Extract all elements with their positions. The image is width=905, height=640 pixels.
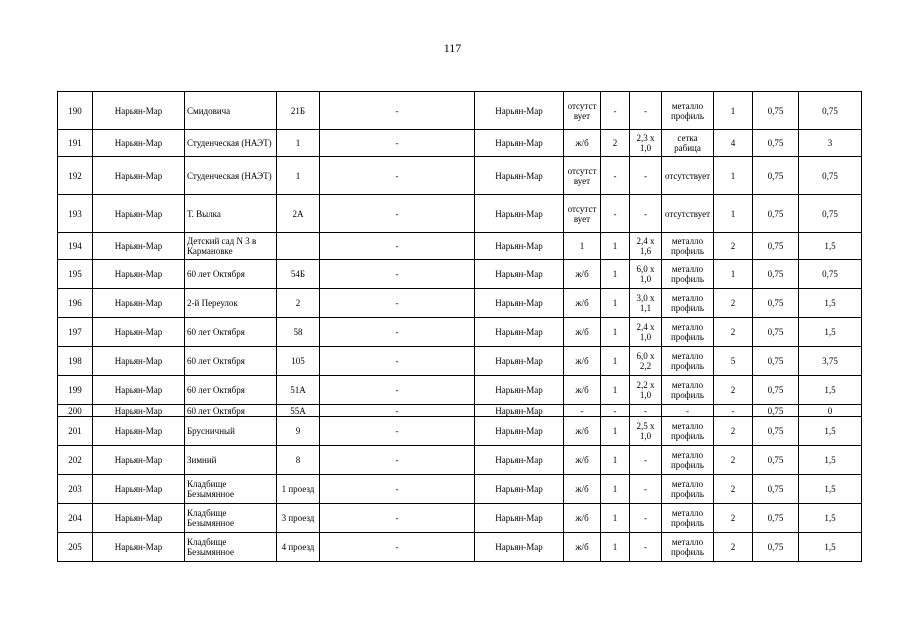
cell-settlement: Нарьян-Мар <box>93 475 185 504</box>
cell-volume: 0,75 <box>753 130 799 157</box>
cell-size: 3,0 х 1,1 <box>630 289 662 318</box>
cell-count: 1 <box>601 233 630 260</box>
cell-house: 21Б <box>277 92 320 130</box>
cell-containers: 2 <box>714 475 753 504</box>
cell-house: 2 <box>277 289 320 318</box>
cell-count: - <box>601 195 630 233</box>
cell-surface: ж/б <box>564 318 601 347</box>
cell-house: 105 <box>277 347 320 376</box>
cell-containers: 4 <box>714 130 753 157</box>
cell-surface: ж/б <box>564 475 601 504</box>
cell-locality: Нарьян-Мар <box>475 446 564 475</box>
cell-street: Студенческая (НАЭТ) <box>185 157 277 195</box>
cell-size: - <box>630 475 662 504</box>
cell-size: - <box>630 504 662 533</box>
cell-settlement: Нарьян-Мар <box>93 195 185 233</box>
cell-total: 1,5 <box>799 533 862 562</box>
cell-fence: металло профиль <box>662 289 714 318</box>
cell-fence: металло профиль <box>662 92 714 130</box>
cell-note: - <box>320 92 475 130</box>
cell-surface: ж/б <box>564 130 601 157</box>
cell-note: - <box>320 376 475 405</box>
cell-containers: - <box>714 405 753 417</box>
cell-house: 1 <box>277 130 320 157</box>
cell-surface: ж/б <box>564 417 601 446</box>
cell-street: Зимний <box>185 446 277 475</box>
table-row <box>58 533 862 562</box>
cell-size: 2,5 х 1,0 <box>630 417 662 446</box>
cell-street: Смидовича <box>185 92 277 130</box>
cell-size: 2,3 х 1,0 <box>630 130 662 157</box>
cell-surface: ж/б <box>564 533 601 562</box>
cell-containers: 2 <box>714 289 753 318</box>
cell-locality: Нарьян-Мар <box>475 289 564 318</box>
cell-volume: 0,75 <box>753 92 799 130</box>
cell-locality: Нарьян-Мар <box>475 130 564 157</box>
cell-num: 194 <box>58 233 93 260</box>
cell-house: 54Б <box>277 260 320 289</box>
cell-volume: 0,75 <box>753 504 799 533</box>
cell-containers: 2 <box>714 533 753 562</box>
cell-house: 55А <box>277 405 320 417</box>
cell-fence: сетка рабица <box>662 130 714 157</box>
cell-house: 4 проезд <box>277 533 320 562</box>
cell-num: 191 <box>58 130 93 157</box>
cell-note: - <box>320 318 475 347</box>
cell-surface: ж/б <box>564 347 601 376</box>
cell-count: - <box>601 92 630 130</box>
cell-size: - <box>630 446 662 475</box>
cell-total: 1,5 <box>799 504 862 533</box>
cell-fence: металло профиль <box>662 475 714 504</box>
cell-size: - <box>630 92 662 130</box>
cell-total: 0,75 <box>799 260 862 289</box>
cell-house: 1 <box>277 157 320 195</box>
cell-fence: отсутствует <box>662 157 714 195</box>
cell-count: - <box>601 157 630 195</box>
cell-locality: Нарьян-Мар <box>475 260 564 289</box>
cell-note: - <box>320 233 475 260</box>
cell-house <box>277 233 320 260</box>
cell-size: 6,0 х 2,2 <box>630 347 662 376</box>
cell-containers: 2 <box>714 504 753 533</box>
cell-containers: 2 <box>714 446 753 475</box>
cell-volume: 0,75 <box>753 417 799 446</box>
cell-volume: 0,75 <box>753 376 799 405</box>
cell-fence: металло профиль <box>662 318 714 347</box>
cell-size: - <box>630 157 662 195</box>
cell-volume: 0,75 <box>753 289 799 318</box>
cell-street: 2-й Переулок <box>185 289 277 318</box>
cell-volume: 0,75 <box>753 446 799 475</box>
cell-locality: Нарьян-Мар <box>475 376 564 405</box>
cell-count: 1 <box>601 446 630 475</box>
cell-volume: 0,75 <box>753 475 799 504</box>
cell-locality: Нарьян-Мар <box>475 417 564 446</box>
cell-settlement: Нарьян-Мар <box>93 376 185 405</box>
cell-total: 1,5 <box>799 417 862 446</box>
cell-count: 1 <box>601 289 630 318</box>
container-sites-table <box>57 91 862 562</box>
cell-street: Студенческая (НАЭТ) <box>185 130 277 157</box>
cell-house: 2А <box>277 195 320 233</box>
cell-surface: ж/б <box>564 446 601 475</box>
cell-street: Брусничный <box>185 417 277 446</box>
cell-settlement: Нарьян-Мар <box>93 130 185 157</box>
cell-settlement: Нарьян-Мар <box>93 405 185 417</box>
cell-num: 203 <box>58 475 93 504</box>
cell-settlement: Нарьян-Мар <box>93 260 185 289</box>
cell-count: 1 <box>601 376 630 405</box>
table-row <box>58 504 862 533</box>
cell-num: 201 <box>58 417 93 446</box>
cell-containers: 1 <box>714 195 753 233</box>
cell-total: 1,5 <box>799 446 862 475</box>
cell-containers: 2 <box>714 417 753 446</box>
cell-count: 1 <box>601 475 630 504</box>
cell-note: - <box>320 504 475 533</box>
cell-num: 202 <box>58 446 93 475</box>
cell-num: 204 <box>58 504 93 533</box>
cell-volume: 0,75 <box>753 260 799 289</box>
cell-fence: металло профиль <box>662 347 714 376</box>
cell-size: 2,4 х 1,6 <box>630 233 662 260</box>
cell-settlement: Нарьян-Мар <box>93 289 185 318</box>
cell-containers: 5 <box>714 347 753 376</box>
cell-fence: металло профиль <box>662 533 714 562</box>
cell-locality: Нарьян-Мар <box>475 92 564 130</box>
cell-total: 0,75 <box>799 195 862 233</box>
cell-house: 8 <box>277 446 320 475</box>
table-row <box>58 195 862 233</box>
cell-volume: 0,75 <box>753 318 799 347</box>
cell-count: 1 <box>601 533 630 562</box>
cell-house: 3 проезд <box>277 504 320 533</box>
cell-street: Кладбище Безымянное <box>185 533 277 562</box>
cell-street: 60 лет Октября <box>185 318 277 347</box>
cell-surface: 1 <box>564 233 601 260</box>
cell-street: 60 лет Октября <box>185 347 277 376</box>
cell-num: 190 <box>58 92 93 130</box>
cell-house: 58 <box>277 318 320 347</box>
cell-count: 1 <box>601 417 630 446</box>
cell-volume: 0,75 <box>753 347 799 376</box>
table-row <box>58 157 862 195</box>
cell-count: 1 <box>601 504 630 533</box>
cell-fence: отсутствует <box>662 195 714 233</box>
cell-surface: ж/б <box>564 504 601 533</box>
cell-fence: - <box>662 405 714 417</box>
cell-volume: 0,75 <box>753 233 799 260</box>
cell-num: 193 <box>58 195 93 233</box>
cell-locality: Нарьян-Мар <box>475 405 564 417</box>
cell-note: - <box>320 533 475 562</box>
cell-surface: - <box>564 405 601 417</box>
cell-street: 60 лет Октября <box>185 405 277 417</box>
table-row <box>58 376 862 405</box>
cell-total: 1,5 <box>799 376 862 405</box>
cell-note: - <box>320 289 475 318</box>
cell-num: 195 <box>58 260 93 289</box>
cell-locality: Нарьян-Мар <box>475 475 564 504</box>
cell-total: 0,75 <box>799 157 862 195</box>
table-row <box>58 260 862 289</box>
cell-note: - <box>320 417 475 446</box>
cell-num: 205 <box>58 533 93 562</box>
cell-num: 198 <box>58 347 93 376</box>
cell-total: 0 <box>799 405 862 417</box>
cell-size: 6,0 х 1,0 <box>630 260 662 289</box>
cell-note: - <box>320 475 475 504</box>
cell-street: 60 лет Октября <box>185 376 277 405</box>
cell-total: 1,5 <box>799 289 862 318</box>
cell-surface: отсутствует <box>564 157 601 195</box>
table-row <box>58 417 862 446</box>
cell-note: - <box>320 157 475 195</box>
table-row <box>58 405 862 417</box>
cell-house: 1 проезд <box>277 475 320 504</box>
cell-containers: 1 <box>714 92 753 130</box>
cell-num: 199 <box>58 376 93 405</box>
cell-containers: 2 <box>714 318 753 347</box>
cell-total: 1,5 <box>799 233 862 260</box>
cell-locality: Нарьян-Мар <box>475 504 564 533</box>
cell-note: - <box>320 347 475 376</box>
cell-containers: 2 <box>714 233 753 260</box>
cell-total: 3,75 <box>799 347 862 376</box>
cell-containers: 1 <box>714 157 753 195</box>
cell-note: - <box>320 405 475 417</box>
cell-fence: металло профиль <box>662 446 714 475</box>
cell-size: - <box>630 405 662 417</box>
table-row <box>58 289 862 318</box>
cell-surface: отсутствует <box>564 195 601 233</box>
cell-surface: ж/б <box>564 260 601 289</box>
cell-note: - <box>320 195 475 233</box>
cell-note: - <box>320 446 475 475</box>
cell-volume: 0,75 <box>753 405 799 417</box>
table-row <box>58 130 862 157</box>
table-row <box>58 446 862 475</box>
table-body <box>58 92 862 562</box>
cell-fence: металло профиль <box>662 376 714 405</box>
cell-note: - <box>320 260 475 289</box>
cell-locality: Нарьян-Мар <box>475 157 564 195</box>
cell-volume: 0,75 <box>753 195 799 233</box>
cell-settlement: Нарьян-Мар <box>93 504 185 533</box>
cell-total: 0,75 <box>799 92 862 130</box>
cell-fence: металло профиль <box>662 233 714 260</box>
cell-count: 2 <box>601 130 630 157</box>
cell-num: 200 <box>58 405 93 417</box>
cell-surface: отсутствует <box>564 92 601 130</box>
cell-locality: Нарьян-Мар <box>475 533 564 562</box>
cell-note: - <box>320 130 475 157</box>
cell-fence: металло профиль <box>662 260 714 289</box>
cell-total: 1,5 <box>799 475 862 504</box>
cell-fence: металло профиль <box>662 504 714 533</box>
cell-settlement: Нарьян-Мар <box>93 533 185 562</box>
cell-containers: 2 <box>714 376 753 405</box>
table-row <box>58 347 862 376</box>
cell-num: 192 <box>58 157 93 195</box>
cell-volume: 0,75 <box>753 157 799 195</box>
cell-house: 51А <box>277 376 320 405</box>
cell-street: Кладбище Безымянное <box>185 504 277 533</box>
cell-count: 1 <box>601 260 630 289</box>
cell-size: - <box>630 195 662 233</box>
cell-fence: металло профиль <box>662 417 714 446</box>
cell-total: 3 <box>799 130 862 157</box>
cell-locality: Нарьян-Мар <box>475 347 564 376</box>
cell-count: 1 <box>601 318 630 347</box>
cell-num: 196 <box>58 289 93 318</box>
cell-locality: Нарьян-Мар <box>475 233 564 260</box>
cell-street: 60 лет Октября <box>185 260 277 289</box>
cell-size: 2,2 х 1,0 <box>630 376 662 405</box>
cell-settlement: Нарьян-Мар <box>93 318 185 347</box>
page-number: 117 <box>443 41 462 55</box>
cell-surface: ж/б <box>564 289 601 318</box>
cell-settlement: Нарьян-Мар <box>93 157 185 195</box>
cell-street: Т. Вылка <box>185 195 277 233</box>
cell-settlement: Нарьян-Мар <box>93 417 185 446</box>
cell-locality: Нарьян-Мар <box>475 318 564 347</box>
cell-total: 1,5 <box>799 318 862 347</box>
cell-size: 2,4 х 1,0 <box>630 318 662 347</box>
cell-locality: Нарьян-Мар <box>475 195 564 233</box>
cell-settlement: Нарьян-Мар <box>93 233 185 260</box>
cell-settlement: Нарьян-Мар <box>93 347 185 376</box>
cell-count: - <box>601 405 630 417</box>
cell-num: 197 <box>58 318 93 347</box>
cell-containers: 1 <box>714 260 753 289</box>
cell-street: Кладбище Безымянное <box>185 475 277 504</box>
cell-house: 9 <box>277 417 320 446</box>
cell-count: 1 <box>601 347 630 376</box>
table-row <box>58 92 862 130</box>
table-row <box>58 233 862 260</box>
cell-surface: ж/б <box>564 376 601 405</box>
cell-settlement: Нарьян-Мар <box>93 446 185 475</box>
cell-volume: 0,75 <box>753 533 799 562</box>
cell-size: - <box>630 533 662 562</box>
cell-street: Детский сад N 3 в Кармановке <box>185 233 277 260</box>
table-row <box>58 475 862 504</box>
cell-settlement: Нарьян-Мар <box>93 92 185 130</box>
table-row <box>58 318 862 347</box>
